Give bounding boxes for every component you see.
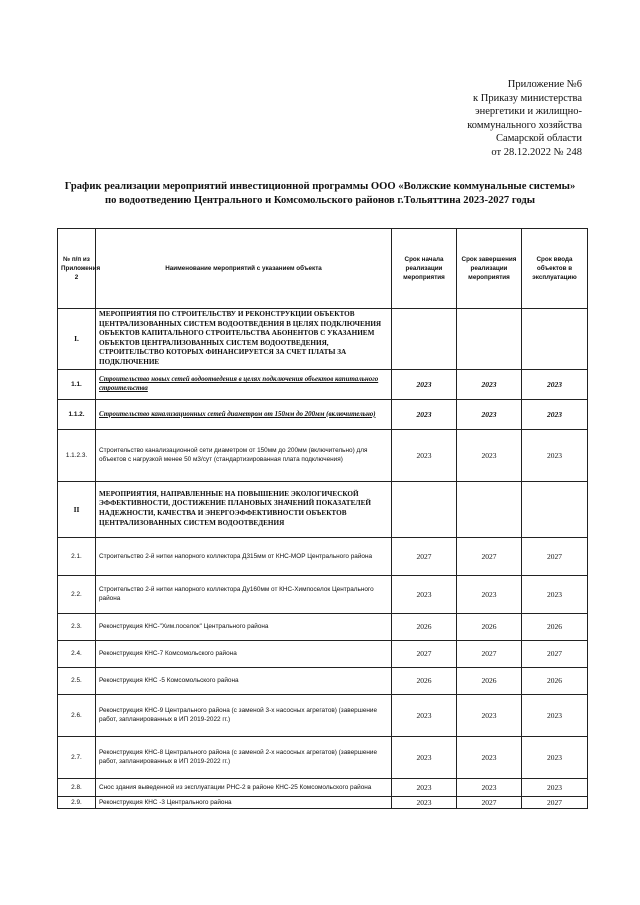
row-start: 2027 <box>392 537 457 575</box>
table-row <box>58 537 588 575</box>
order-date-line <box>382 146 582 160</box>
table-row <box>58 667 588 694</box>
row-commission <box>522 481 588 537</box>
table-row <box>58 640 588 667</box>
row-num: 1.1.2.3. <box>58 429 96 481</box>
row-end: 2023 <box>457 429 522 481</box>
row-num: 2.4. <box>58 640 96 667</box>
table-row <box>58 736 588 778</box>
row-num: 2.1. <box>58 537 96 575</box>
page-title: График реализации мероприятий инвестиционной программы ООО «Волжские коммунальные системы» по водоотведению Центрального и Комсомольского районов г.Тольяттина 2023-2027 годы <box>64 181 576 206</box>
row-start: 2026 <box>392 613 457 640</box>
table-row <box>58 613 588 640</box>
row-commission: 2023 <box>522 778 588 796</box>
row-start: 2023 <box>392 575 457 613</box>
row-name: Реконструкция КНС-9 Центрального района (с заменой 3-х насосных агрегатов) (завершение работ, запланированных в ИП 2019-2022 гг.) <box>96 694 392 736</box>
order-date: от 28.12.2022 № 248 <box>491 146 582 158</box>
row-end: 2023 <box>457 736 522 778</box>
appendix-line: Самарской области <box>496 133 582 145</box>
row-start: 2023 <box>392 796 457 808</box>
table-row <box>58 481 588 537</box>
appendix-block <box>382 78 582 160</box>
row-name: Строительство канализационной сети диаметром от 150мм до 200мм (включительно) для объектов с нагрузкой менее 50 м3/сут (стандартизированная плата подключения) <box>96 429 392 481</box>
row-end <box>457 481 522 537</box>
row-end: 2023 <box>457 575 522 613</box>
row-commission: 2027 <box>522 537 588 575</box>
row-name: МЕРОПРИЯТИЯ ПО СТРОИТЕЛЬСТВУ И РЕКОНСТРУКЦИИ ОБЪЕКТОВ ЦЕНТРАЛИЗОВАННЫХ СИСТЕМ ВОДООТВЕДЕНИЯ В ЦЕЛЯХ ПОДКЛЮЧЕНИЯ ОБЪЕКТОВ КАПИТАЛЬНОГО СТРОИТЕЛЬСТВА АБОНЕНТОВ С УКАЗАНИЕМ ОБЪЕКТОВ ЦЕНТРАЛИЗОВАННЫХ СИСТЕМ ВОДООТВЕДЕНИЯ, СТРОИТЕЛЬСТВО КОТОРЫХ ФИНАНСИРУЕТСЯ ЗА СЧЕТ ПЛАТЫ ЗА ПОДКЛЮЧЕНИЕ <box>96 309 392 370</box>
row-commission: 2027 <box>522 796 588 808</box>
row-num: 2.3. <box>58 613 96 640</box>
table-row <box>58 694 588 736</box>
row-end: 2027 <box>457 537 522 575</box>
row-commission: 2026 <box>522 613 588 640</box>
row-end <box>457 309 522 370</box>
row-name: Снос здания выведенной из эксплуатации РНС-2 в районе КНС-25 Комсомольского района <box>96 778 392 796</box>
row-start: 2023 <box>392 778 457 796</box>
row-num: 1.1. <box>58 369 96 399</box>
row-commission: 2023 <box>522 575 588 613</box>
appendix-line: к Приказу министерства <box>473 92 582 104</box>
row-start: 2023 <box>392 429 457 481</box>
appendix-line: коммунального хозяйства <box>467 119 582 131</box>
row-commission: 2026 <box>522 667 588 694</box>
appendix-title: Приложение №6 <box>507 79 582 90</box>
table-row <box>58 309 588 370</box>
row-num: 2.6. <box>58 694 96 736</box>
table-row <box>58 778 588 796</box>
header-name: Наименование мероприятий с указанием объекта <box>96 229 392 309</box>
row-end: 2023 <box>457 369 522 399</box>
row-name: Строительство канализационных сетей диаметром от 150мм до 200мм (включительно) <box>96 399 392 429</box>
header-num: № п/п из Приложения 2 <box>58 229 96 309</box>
row-commission: 2023 <box>522 429 588 481</box>
row-start <box>392 309 457 370</box>
row-end: 2023 <box>457 399 522 429</box>
row-start: 2023 <box>392 399 457 429</box>
appendix-line: энергетики и жилищно- <box>475 106 582 118</box>
row-start: 2026 <box>392 667 457 694</box>
row-commission: 2023 <box>522 399 588 429</box>
row-end: 2027 <box>457 796 522 808</box>
row-start: 2023 <box>392 736 457 778</box>
table-row <box>58 399 588 429</box>
table-row <box>58 369 588 399</box>
table-row <box>58 429 588 481</box>
row-num: II <box>58 481 96 537</box>
table-row <box>58 796 588 808</box>
row-name: Реконструкция КНС-7 Комсомольского района <box>96 640 392 667</box>
header-start: Срок начала реализации мероприятия <box>392 229 457 309</box>
table-row <box>58 575 588 613</box>
row-name: Строительство 2-й нитки напорного коллектора Ду160мм от КНС-Химпоселок Центрального района <box>96 575 392 613</box>
row-num: 2.9. <box>58 796 96 808</box>
schedule-table <box>57 228 588 809</box>
row-commission: 2023 <box>522 369 588 399</box>
row-start <box>392 481 457 537</box>
row-num: 2.7. <box>58 736 96 778</box>
row-end: 2027 <box>457 640 522 667</box>
header-end: Срок завершения реализации мероприятия <box>457 229 522 309</box>
row-num: 2.2. <box>58 575 96 613</box>
row-commission: 2023 <box>522 736 588 778</box>
row-end: 2026 <box>457 667 522 694</box>
row-commission: 2023 <box>522 694 588 736</box>
row-name: МЕРОПРИЯТИЯ, НАПРАВЛЕННЫЕ НА ПОВЫШЕНИЕ ЭКОЛОГИЧЕСКОЙ ЭФФЕКТИВНОСТИ, ДОСТИЖЕНИЕ ПЛАНОВЫХ ЗНАЧЕНИЙ ПОКАЗАТЕЛЕЙ НАДЕЖНОСТИ, КАЧЕСТВА И ЭНЕРГОЭФФЕКТИВНОСТИ ОБЪЕКТОВ ЦЕНТРАЛИЗОВАННЫХ СИСТЕМ ВОДООТВЕДЕНИЯ <box>96 481 392 537</box>
row-num: 2.8. <box>58 778 96 796</box>
row-commission: 2027 <box>522 640 588 667</box>
row-end: 2023 <box>457 694 522 736</box>
row-name: Реконструкция КНС-"Хим.поселок" Центрального района <box>96 613 392 640</box>
row-name: Реконструкция КНС -5 Комсомольского района <box>96 667 392 694</box>
row-commission <box>522 309 588 370</box>
row-name: Реконструкция КНС -3 Центрального района <box>96 796 392 808</box>
row-name: Строительство 2-й нитки напорного коллектора Д315мм от КНС-МОР Центрального района <box>96 537 392 575</box>
row-num: I. <box>58 309 96 370</box>
row-num: 2.5. <box>58 667 96 694</box>
table-header-row <box>58 229 588 309</box>
header-commission: Срок ввода объектов в эксплуатацию <box>522 229 588 309</box>
row-num: 1.1.2. <box>58 399 96 429</box>
row-start: 2023 <box>392 369 457 399</box>
row-name: Строительство новых сетей водоотведения в целях подключения объектов капитального строительства <box>96 369 392 399</box>
row-end: 2026 <box>457 613 522 640</box>
row-start: 2023 <box>392 694 457 736</box>
row-start: 2027 <box>392 640 457 667</box>
row-name: Реконструкция КНС-8 Центрального района (с заменой 2-х насосных агрегатов) (завершение работ, запланированных в ИП 2019-2022 гг.) <box>96 736 392 778</box>
row-end: 2023 <box>457 778 522 796</box>
